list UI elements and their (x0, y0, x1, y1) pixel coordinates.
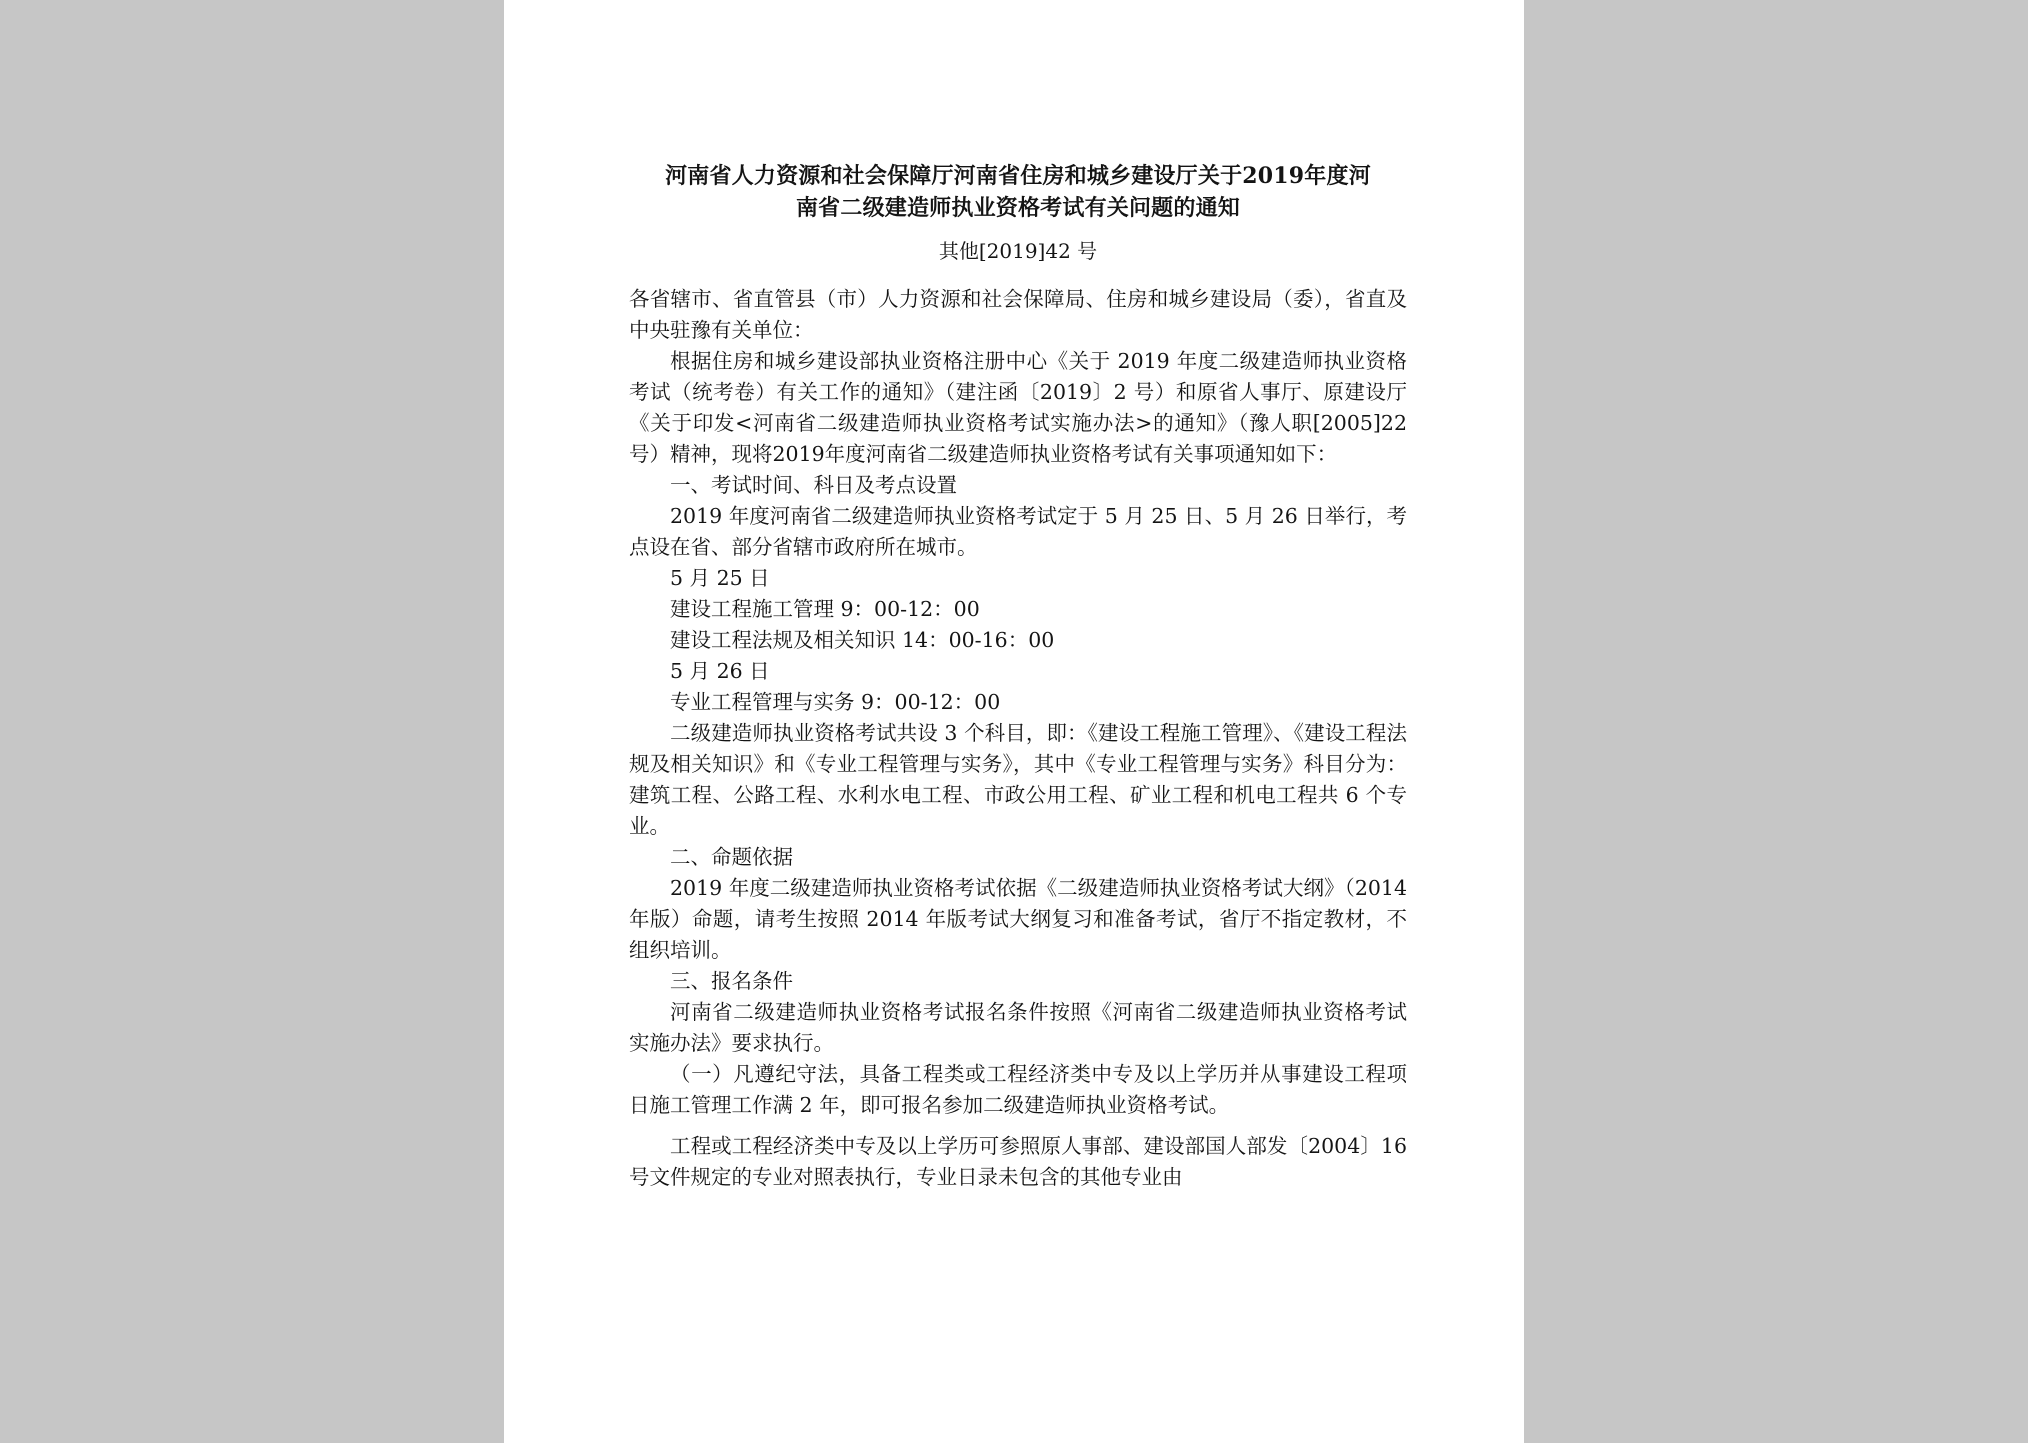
paragraph-addressee: 各省辖市、省直管县（市）人力资源和社会保障局、住房和城乡建设局（委），省直及中央驻豫有关单位： (629, 287, 1407, 342)
paragraph-basis: 根据住房和城乡建设部执业资格注册中心《关于 2019 年度二级建造师执业资格考试（统考卷）有关工作的通知》（建注函〔2019〕2 号）和原省人事厅、原建设厅《关于印发<河南省二级建造师执业资格考试实施办法>的通知》（豫人职[2005]22 号）精神，现将2019年度河南省二级建造师执业资格考试有关事项通知如下： (629, 349, 1407, 466)
document-title (629, 160, 1407, 224)
schedule-day-2: 5 月 26 日 (670, 659, 770, 683)
paragraph-syllabus: 2019 年度二级建造师执业资格考试依据《二级建造师执业资格考试大纲》（2014 年版）命题，请考生按照 2014 年版考试大纲复习和准备考试，省厅不指定教材，不组织培训。 (629, 876, 1407, 962)
section-heading-1: 一、考试时间、科日及考点设置 (670, 473, 957, 497)
paragraph-conditions: 河南省二级建造师执业资格考试报名条件按照《河南省二级建造师执业资格考试实施办法》要求执行。 (629, 1000, 1407, 1055)
schedule-item: 建设工程法规及相关知识 14：00-16：00 (670, 628, 1055, 652)
schedule-item: 建设工程施工管理 9：00-12：00 (670, 597, 980, 621)
document-body (629, 284, 1407, 1193)
schedule-day-1: 5 月 25 日 (670, 566, 770, 590)
title-line-1: 河南省人力资源和社会保障厅河南省住房和城乡建设厅关于2019年度河 (665, 163, 1371, 189)
paragraph-education: 工程或工程经济类中专及以上学历可参照原人事部、建设部国人部发〔2004〕16 号文件规定的专业对照表执行，专业日录未包含的其他专业由 (629, 1134, 1407, 1189)
document-content (629, 160, 1407, 1193)
section-heading-2: 二、命题依据 (670, 845, 793, 869)
title-line-2: 南省二级建造师执业资格考试有关问题的通知 (795, 195, 1240, 221)
section-heading-3: 三、报名条件 (670, 969, 793, 993)
paragraph-condition-1: （一）凡遵纪守法，具备工程类或工程经济类中专及以上学历并从事建设工程项日施工管理工作满 2 年，即可报名参加二级建造师执业资格考试。 (629, 1062, 1407, 1117)
document-page (504, 0, 1524, 1443)
paragraph-subjects: 二级建造师执业资格考试共设 3 个科目，即：《建设工程施工管理》、《建设工程法规及相关知识》和《专业工程管理与实务》，其中《专业工程管理与实务》科目分为：建筑工程、公路工程、水利水电工程、市政公用工程、矿业工程和机电工程共 6 个专业。 (629, 721, 1407, 838)
paragraph-exam-date: 2019 年度河南省二级建造师执业资格考试定于 5 月 25 日、5 月 26 日举行，考点设在省、部分省辖市政府所在城市。 (629, 504, 1407, 559)
document-number: 其他[2019]42 号 (938, 239, 1098, 263)
schedule-item: 专业工程管理与实务 9：00-12：00 (670, 690, 1001, 714)
